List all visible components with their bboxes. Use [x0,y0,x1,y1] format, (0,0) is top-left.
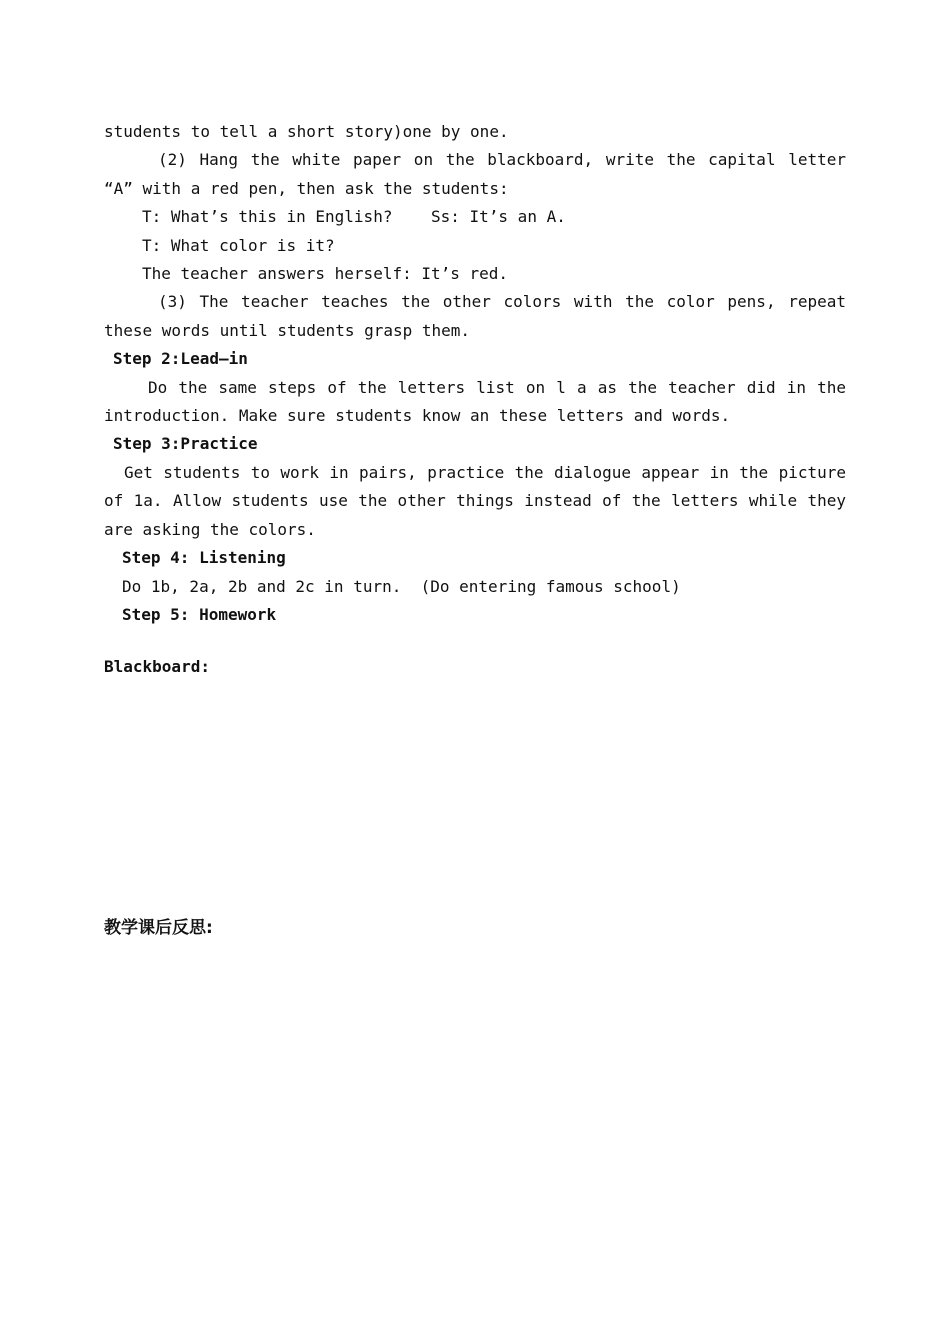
step2-line1: Do the same steps of the letters list on l a as the teacher did in the [148,377,846,397]
dialog-answer-2: The teacher answers herself: It’s red. [142,264,509,284]
dialog-question-1: T: What’s this in English? [142,207,393,227]
reflection-heading: 教学课后反思: [104,917,213,938]
dialog-question-2: T: What color is it? [142,235,335,255]
item3-line2: these words until students grasp them. [104,320,471,340]
item2-line1: (2) Hang the white paper on the blackboard, write the capital letter [158,150,846,170]
step4-line1: Do 1b, 2a, 2b and 2c in turn. (Do entering famous school) [122,576,681,596]
step2-heading: Step 2:Lead—in [113,349,248,369]
blackboard-heading: Blackboard: [104,657,210,677]
step3-line3: are asking the colors. [104,519,316,539]
step5-heading: Step 5: Homework [122,604,277,624]
blackboard-area [104,682,846,914]
document-body [104,118,846,942]
step4-heading: Step 4: Listening [122,548,286,568]
step3-line1: Get students to work in pairs, practice the dialogue appear in the picture [124,462,846,482]
intro-tail-line: students to tell a short story)one by one. [104,122,509,141]
item2-line2: “A” with a red pen, then ask the students: [104,178,509,198]
item3-line1: (3) The teacher teaches the other colors with the color pens, repeat [158,292,846,312]
dialog-answer-1: Ss: It’s an A. [430,207,566,227]
spacer [104,629,846,653]
step3-line2: of 1a. Allow students use the other things instead of the letters while they [104,491,846,511]
step2-line2: introduction. Make sure students know an these letters and words. [104,406,731,426]
step3-heading: Step 3:Practice [113,434,258,454]
dialog-row-1 [104,203,846,231]
